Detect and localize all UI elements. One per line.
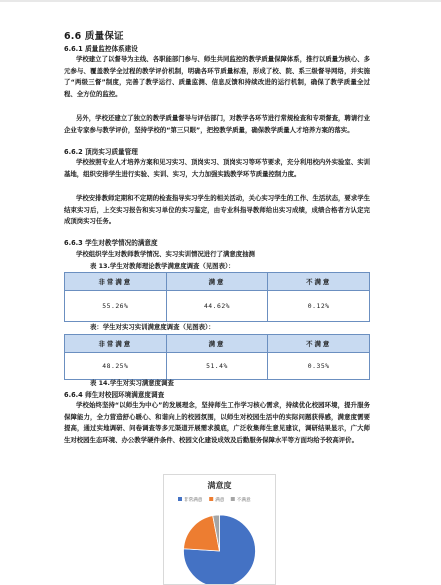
- subsection-heading-662: 6.6.2 顶岗实习质量管理: [64, 148, 138, 156]
- legend-swatch: [209, 497, 213, 501]
- header-very-satisfied: 非常满意: [65, 335, 167, 353]
- cell-unsatisfied: 0.35%: [268, 353, 370, 380]
- paragraph-664-1: 学校始终坚持“以师生为中心”的发展理念，坚持师生工作学习核心需求，持续优化校园环境，提升服务保障能力，全力营造舒心暖心、和谐向上的校园氛围，以师生对校园生活中的实际问题获得感，满意度需要提高，通过实地调研、问卷调查等多元渠道开展需求摸底，广泛收集师生意见建议，调研结果显示，广大师生对校园生态环境、办公教学硬件条件、校园文化建设成效及后勤服务保障水平等方面均给予较高评价。: [64, 401, 370, 444]
- paragraph-661-2: 另外，学校还建立了独立的教学质量督导与评估部门，对教学各环节进行常规检查和专项督查，聘请行业企业专家参与教学评价，坚持学校的“第三只眼”，把控教学质量，确保教学质量人才培养方案的落实。: [64, 114, 370, 134]
- table-3-caption: 表 14.学生对实习满意度调查: [90, 379, 174, 387]
- paragraph-661-1: 学校建立了以督导为主线、各职能部门参与、师生共同监控的教学质量保障体系，推行以质量为核心、多元参与、覆盖教学全过程的教学评价机制，明确各环节质量标准，形成了校、院、系三级督导网络，并实施了“两级三督”制度，完善了教学运行、质量监测、信息反馈和持续改进的运行机制，确保了教学质量全过程、全方位的监控。: [64, 55, 370, 98]
- table-header-row: [65, 273, 370, 291]
- cell-very-satisfied: 55.26%: [65, 291, 167, 322]
- subsection-heading-661: 6.6.1 质量监控体系建设: [64, 45, 138, 53]
- subsection-heading-664: 6.6.4 师生对校园环境满意度调查: [64, 391, 165, 399]
- header-satisfied: 满意: [166, 273, 268, 291]
- chart-legend: [178, 496, 251, 503]
- pie-slices: [184, 515, 256, 584]
- cell-satisfied: 44.62%: [166, 291, 268, 322]
- survey-intro: 学校组织学生对教师教学情况、实习实训情况进行了满意度抽测: [76, 250, 255, 258]
- legend-item-0: [178, 496, 203, 503]
- header-unsatisfied: 不满意: [268, 335, 370, 353]
- pie-chart-svg: [164, 475, 275, 584]
- page-top-rule: [0, 0, 441, 2]
- subsection-heading-663: 6.6.3 学生对教学情况的满意度: [64, 239, 158, 247]
- header-very-satisfied: 非常满意: [65, 273, 167, 291]
- header-unsatisfied: 不满意: [268, 273, 370, 291]
- paragraph-662-2: 学校安排教师定期和不定期的检查指导实习学生的相关活动，关心实习学生的工作、生活状态，要求学生结束实习后，上交实习报告和实习单位的实习鉴定，由专业科指导教师给出实习成绩，成绩合格者方认定完成顶岗实习任务。: [64, 194, 370, 226]
- table-row: [65, 291, 370, 322]
- cell-very-satisfied: 48.25%: [65, 353, 167, 380]
- legend-label: 不满意: [236, 498, 251, 503]
- satisfaction-pie-chart: [163, 474, 276, 585]
- legend-label: 非常满意: [184, 498, 203, 503]
- table-header-row: [65, 335, 370, 353]
- table-practice-satisfaction: [64, 334, 370, 380]
- table-1-caption: 表 13.学生对教师理论教学满意度调查（见图表）：: [90, 262, 235, 270]
- table-row: [65, 353, 370, 380]
- cell-unsatisfied: 0.12%: [268, 291, 370, 322]
- legend-swatch: [231, 497, 235, 501]
- section-title: 6.6 质量保证: [64, 31, 124, 42]
- paragraph-662-1: 学校按照专业人才培养方案和见习实习、顶岗实习、顶岗实习等环节要求，充分利用校内外实验室、实训基地，组织安排学生进行实验、实训、实习，大力加强实践教学环节质量控制力度。: [64, 158, 370, 178]
- legend-item-2: [231, 496, 251, 503]
- table-teaching-satisfaction: [64, 272, 370, 322]
- header-satisfied: 满意: [166, 335, 268, 353]
- cell-satisfied: 51.4%: [166, 353, 268, 380]
- table-2-caption: 表：学生对实习实训满意度调查（见图表）：: [90, 323, 215, 331]
- legend-label: 满意: [215, 498, 225, 503]
- legend-item-1: [209, 496, 225, 503]
- legend-swatch: [178, 497, 182, 501]
- chart-title: 满意度: [207, 481, 232, 490]
